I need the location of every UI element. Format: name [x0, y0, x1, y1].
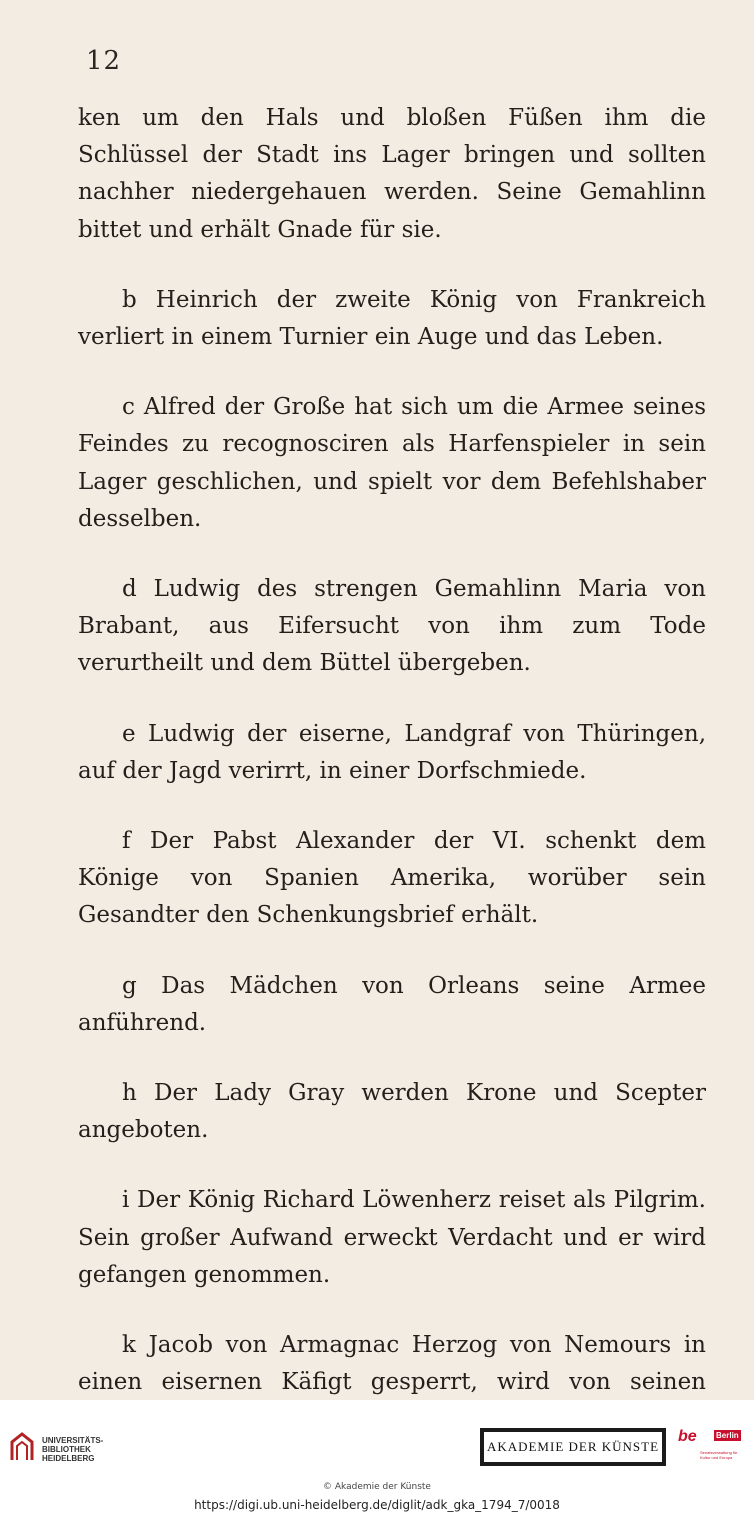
paragraph-d: d Ludwig des strengen Gemahlinn Maria von Brabant, aus Eifersucht von ihm zum Tode verurtheilt und dem Büttel übergeben.: [78, 576, 706, 677]
text-block: [78, 100, 706, 1472]
paragraph-b: b Heinrich der zweite König von Frankreich verliert in einem Turnier ein Auge und das Leben.: [78, 286, 706, 351]
paragraph-k: k Jacob von Armagnac Herzog von Nemours in einen eisernen Käfigt gesperrt, wird von seinen: [78, 1332, 706, 1396]
library-logo-text: [42, 1436, 103, 1463]
berlin-logo[interactable]: [678, 1428, 746, 1468]
berlin-logo-subtitle: Senatsverwaltung für Kultur und Europa: [700, 1450, 738, 1460]
paragraph-e: e Ludwig der eiserne, Landgraf von Thüringen, auf der Jagd verirrt, in einer Dorfschmiede.: [78, 720, 706, 784]
library-logo-line: UNIVERSITÄTS-: [42, 1436, 104, 1445]
akademie-logo[interactable]: [480, 1428, 666, 1466]
paragraph-h: h Der Lady Gray werden Krone und Scepter angeboten.: [78, 1080, 706, 1144]
paragraph-i: i Der König Richard Löwenherz reiset als Pilgrim. Sein großer Aufwand erweckt Verdacht und er wird gefangen genommen.: [78, 1187, 706, 1288]
akademie-logo-text: AKADEMIE DER KÜNSTE: [483, 1431, 663, 1463]
university-library-logo[interactable]: [8, 1430, 128, 1470]
paragraph-f: f Der Pabst Alexander der VI. schenkt dem Könige von Spanien Amerika, worüber sein Gesandter den Schenkungsbrief erhält.: [78, 828, 706, 929]
library-logo-line: BIBLIOTHEK: [42, 1445, 91, 1454]
paragraph-continuation: ken um den Hals und bloßen Füßen ihm die Schlüssel der Stadt ins Lager bringen und sollten nachher niedergehauen werden. Seine Gemahlinn bittet und erhält Gnade für sie.: [78, 105, 706, 243]
berlin-logo-be: be: [678, 1428, 697, 1445]
paragraph-g: g Das Mädchen von Orleans seine Armee anführend.: [78, 972, 706, 1036]
library-emblem-icon: [8, 1430, 36, 1464]
viewer-footer: [0, 1400, 754, 1516]
paragraph-c: c Alfred der Große hat sich um die Armee seines Feindes zu recognosciren als Harfenspieler in sein Lager geschlichen, und spielt vor dem Befehlshaber desselben.: [78, 394, 706, 532]
copyright-notice: © Akademie der Künste: [323, 1482, 431, 1492]
library-logo-line: HEIDELBERG: [42, 1454, 95, 1463]
berlin-logo-box: Berlin: [716, 1431, 739, 1440]
page-number: 12: [86, 46, 122, 76]
permalink-url[interactable]: https://digi.ub.uni-heidelberg.de/diglit/adk_gka_1794_7/0018: [194, 1498, 560, 1512]
